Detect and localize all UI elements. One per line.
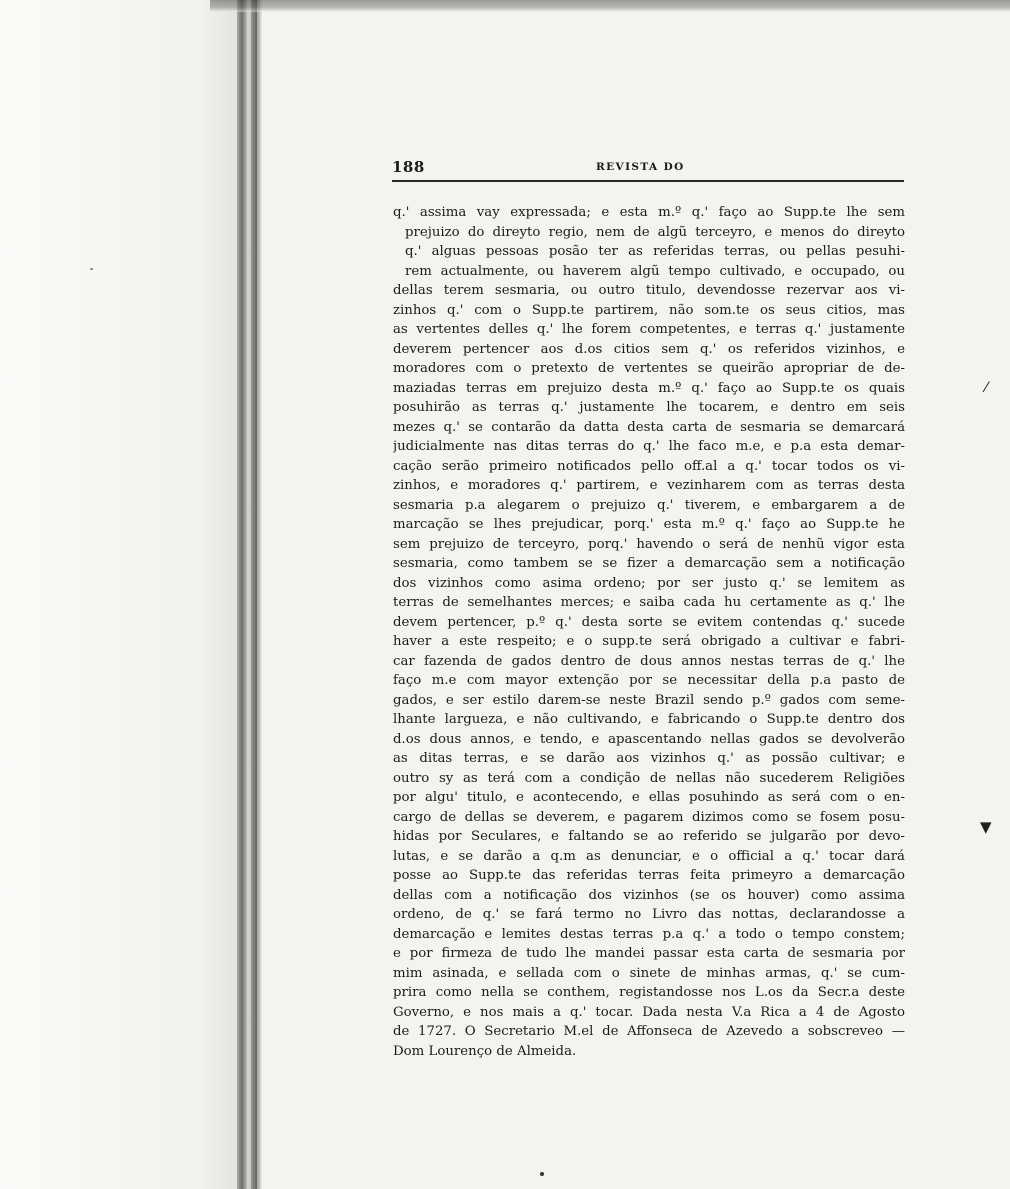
text-line: haver a este respeito; e o supp.te será obrigado a cultivar e fabri- <box>393 634 905 649</box>
text-line: maziadas terras em prejuizo desta m.º q.' faço ao Supp.te os quais <box>393 380 905 396</box>
text-line: marcação se lhes prejudicar, porq.' esta m.º q.' faço ao Supp.te he <box>393 517 905 532</box>
text-line: deverem pertencer aos d.os citios sem q.' os referidos vizinhos, e <box>393 341 905 357</box>
text-line: moradores com o pretexto de vertentes se queirão apropriar de de- <box>393 361 905 376</box>
text-line: q.' alguas pessoas posão ter as referidas terras, ou pellas pesuhi- <box>405 244 905 259</box>
text-line: Governo, e nos mais a q.' tocar. Dada nesta V.a Rica a 4 de Agosto <box>393 1004 905 1020</box>
text-line: as vertentes delles q.' lhe forem competentes, e terras q.' justamente <box>393 322 905 337</box>
text-line: cação serão primeiro notificados pello off.al a q.' tocar todos os vi- <box>393 458 905 474</box>
ink-speck <box>90 268 93 270</box>
text-line: mim asinada, e sellada com o sinete de minhas armas, q.' se cum- <box>393 965 905 981</box>
text-line: lhante largueza, e não cultivando, e fabricando o Supp.te dentro dos <box>393 712 905 727</box>
text-line: rem actualmente, ou haverem algũ tempo cultivado, e occupado, ou <box>405 263 905 279</box>
text-line: devem pertencer, p.º q.' desta sorte se evitem contendas q.' sucede <box>393 614 905 630</box>
text-line: faço m.e com mayor extenção por se necessitar della p.a pasto de <box>393 673 905 688</box>
text-line: e por firmeza de tudo lhe mandei passar esta carta de sesmaria por <box>393 946 905 961</box>
text-line: q.' assima vay expressada; e esta m.º q.' faço ao Supp.te lhe sem <box>393 205 905 220</box>
text-line: hidas por Seculares, e faltando se ao referido se julgarão por devo- <box>393 829 905 844</box>
body-text <box>393 203 905 1061</box>
binding-shadow <box>237 0 247 1189</box>
running-head: REVISTA DO <box>596 161 685 173</box>
text-line: posse ao Supp.te das referidas terras feita primeyro a demarcação <box>393 868 905 883</box>
text-line: dellas terem sesmaria, ou outro titulo, devendosse rezervar aos vi- <box>393 283 905 298</box>
text-line: prejuizo do direyto regio, nem de algũ terceyro, e menos do direyto <box>405 224 905 240</box>
page-header <box>392 158 904 182</box>
text-line: demarcação e lemites destas terras p.a q.' a todo o tempo constem; <box>393 926 905 942</box>
book-gutter <box>0 0 262 1189</box>
text-line: sesmaria p.a alegarem o prejuizo q.' tiverem, e embargarem a de <box>393 497 905 513</box>
text-line: as ditas terras, e se darão aos vizinhos q.' as possão cultivar; e <box>393 751 905 766</box>
text-line: por algu' titulo, e acontecendo, e ellas posuhindo as será com o en- <box>393 790 905 805</box>
text-line: zinhos, e moradores q.' partirem, e vezinharem com as terras desta <box>393 478 905 493</box>
margin-mark: ⁄ <box>985 380 988 396</box>
text-line: mezes q.' se contarão da datta desta carta de sesmaria se demarcará <box>393 419 905 435</box>
text-line: prira como nella se conthem, registandosse nos L.os da Secr.a deste <box>393 985 905 1000</box>
text-line: zinhos q.' com o Supp.te partirem, não som.te os seus citios, mas <box>393 302 905 318</box>
page-top-edge <box>210 0 1010 12</box>
text-line: sem prejuizo de terceyro, porq.' havendo o será de nenhũ vigor esta <box>393 536 905 552</box>
margin-arrow-mark: ▼ <box>980 818 992 836</box>
text-line: dellas com a notificação dos vizinhos (se os houver) como assima <box>393 887 905 903</box>
text-line: dos vizinhos como asima ordeno; por ser justo q.' se lemitem as <box>393 575 905 591</box>
text-line: ordeno, de q.' se fará termo no Livro das nottas, declarandosse a <box>393 907 905 922</box>
text-line: sesmaria, como tambem se se fizer a demarcação sem a notificação <box>393 556 905 571</box>
ink-speck <box>540 1172 544 1176</box>
text-line: de 1727. O Secretario M.el de Affonseca de Azevedo a sobscreveo — <box>393 1024 905 1039</box>
text-line: cargo de dellas se deverem, e pagarem dizimos como se fosem posu- <box>393 809 905 825</box>
text-line: terras de semelhantes merces; e saiba cada hu certamente as q.' lhe <box>393 595 905 610</box>
text-line: gados, e ser estilo darem-se neste Brazil sendo p.º gados com seme- <box>393 692 905 708</box>
text-line: car fazenda de gados dentro de dous annos nestas terras de q.' lhe <box>393 653 905 669</box>
page-number: 188 <box>392 158 425 176</box>
binding-edge <box>251 0 257 1189</box>
text-line: outro sy as terá com a condição de nellas não sucederem Religiões <box>393 770 905 786</box>
text-line: d.os dous annos, e tendo, e apascentando nellas gados se devolverão <box>393 731 905 747</box>
text-line: lutas, e se darão a q.m as denunciar, e o official a q.' tocar dará <box>393 848 905 864</box>
text-line: posuhirão as terras q.' justamente lhe tocarem, e dentro em seis <box>393 400 905 415</box>
text-line: judicialmente nas ditas terras do q.' lhe faco m.e, e p.a esta demar- <box>393 439 905 454</box>
text-line: Dom Lourenço de Almeida. <box>393 1043 577 1059</box>
